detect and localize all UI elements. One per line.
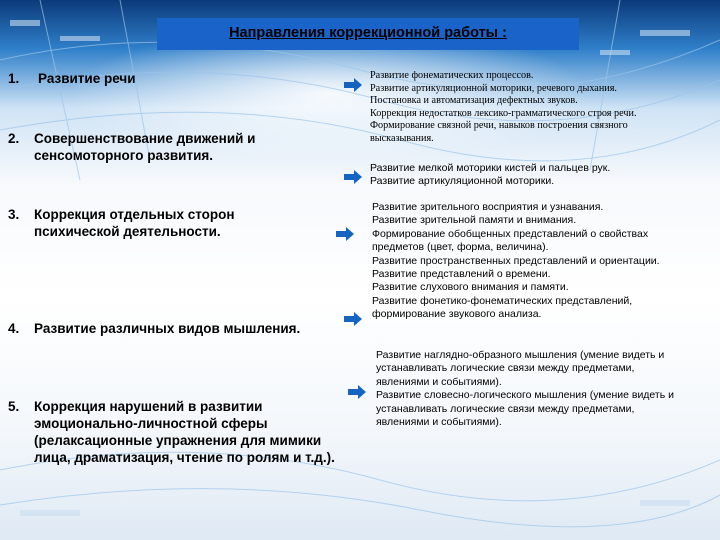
list-item-number: 5. xyxy=(8,399,20,414)
list-item-1 xyxy=(8,70,348,87)
description-line: предметов (цвет, форма, величина). xyxy=(372,241,549,254)
description-line: Формирование обобщенных представлений о свойствах xyxy=(372,227,649,240)
arrow-right-icon xyxy=(336,227,354,241)
list-item-text: Развитие различных видов мышления. xyxy=(34,321,301,336)
description-line: Развитие представлений о времени. xyxy=(372,268,551,281)
arrow-right-icon xyxy=(344,170,362,184)
description-line: устанавливать логические связи между предметами, xyxy=(376,362,635,375)
description-line: Развитие фонематических процессов. xyxy=(370,70,534,81)
description-line: Развитие зрительного восприятия и узнавания. xyxy=(372,201,604,213)
arrow-right-icon xyxy=(348,385,366,399)
description-line: формирование звукового анализа. xyxy=(372,308,542,321)
list-item-text: Развитие речи xyxy=(38,71,136,86)
description-thinking xyxy=(376,349,716,429)
description-line: устанавливать логические связи между предметами, xyxy=(376,402,635,415)
description-line: Развитие наглядно-образного мышления (умение видеть и xyxy=(376,349,665,361)
description-line: Коррекция недостатков лексико-грамматического строя речи. xyxy=(370,107,637,119)
description-line: Развитие артикуляционной моторики, речевого дыхания. xyxy=(370,82,617,94)
list-item-text: Коррекция отдельных сторон психической деятельности. xyxy=(34,207,235,239)
description-speech xyxy=(370,70,710,146)
description-line: Развитие зрительной памяти и внимания. xyxy=(372,214,577,227)
description-line: Развитие слухового внимания и памяти. xyxy=(372,281,569,294)
description-line: Развитие словесно-логического мышления (умение видеть и xyxy=(376,389,674,402)
list-item-3 xyxy=(8,206,278,240)
description-line: Постановка и автоматизация дефектных звуков. xyxy=(370,95,578,107)
list-item-2 xyxy=(8,130,308,164)
list-item-4 xyxy=(8,320,358,337)
list-item-number: 4. xyxy=(8,321,20,336)
list-item-number: 2. xyxy=(8,131,20,146)
list-item-text: Коррекция нарушений в развитии эмоционально-личностной сферы (релаксационные упражнения для мимики лица, драматизация, чтение по ролям и т.д.). xyxy=(34,399,335,465)
description-line: Формирование связной речи, навыков построения связного xyxy=(370,120,628,132)
arrow-right-icon xyxy=(344,78,362,92)
list-item-number: 3. xyxy=(8,207,20,222)
description-line: высказывания. xyxy=(370,132,434,144)
slide-title: Направления коррекционной работы : xyxy=(157,18,579,50)
description-line: Развитие фонетико-фонематических представлений, xyxy=(372,294,633,307)
description-line: Развитие пространственных представлений и ориентации. xyxy=(372,254,660,267)
description-motor xyxy=(370,162,710,189)
description-line: Развитие мелкой моторики кистей и пальцев рук. xyxy=(370,162,611,174)
description-line: явлениями и событиями). xyxy=(376,375,502,388)
list-item-text: Совершенствование движений и сенсомоторного развития. xyxy=(34,131,256,163)
arrow-right-icon xyxy=(344,312,362,326)
description-mental xyxy=(372,201,712,322)
list-item-number: 1. xyxy=(8,71,20,86)
list-item-5 xyxy=(8,398,353,466)
description-line: Развитие артикуляционной моторики. xyxy=(370,175,555,188)
description-line: явлениями и событиями). xyxy=(376,416,502,429)
